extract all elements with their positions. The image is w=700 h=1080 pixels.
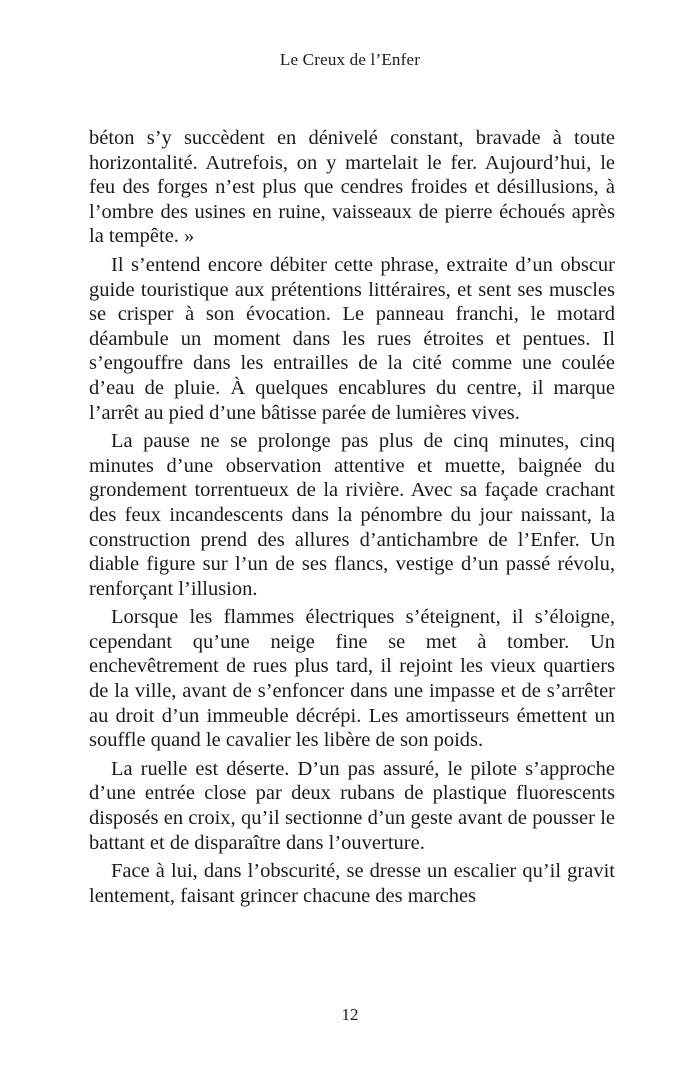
paragraph-continued: béton s’y succèdent en dénivelé constant, bravade à toute horizontalité. Autrefois, on y martelait le fer. Aujourd’hui, le feu des forges n’est plus que cendres froides et désillusions, à l’ombre des usines en ruine, vaisseaux de pierre échoués après la tempête. » bbox=[89, 127, 615, 248]
body-text bbox=[89, 126, 615, 908]
paragraph: La ruelle est déserte. D’un pas assuré, le pilote s’approche d’une entrée close par deux rubans de plastique fluorescents disposés en croix, qu’il sectionne d’un geste avant de pousser le battant et de disparaître dans l’ouverture. bbox=[89, 757, 615, 854]
paragraph-last: Face à lui, dans l’obscurité, se dresse un escalier qu’il gravit lentement, faisant grincer chacune des marches bbox=[89, 860, 615, 907]
running-header: Le Creux de l’Enfer bbox=[279, 50, 421, 69]
page-number: 12 bbox=[341, 1005, 359, 1024]
paragraph: Il s’entend encore débiter cette phrase, extraite d’un obscur guide touristique aux prétentions littéraires, et sent ses muscles se crisper à son évocation. Le panneau franchi, le motard déambule un moment dans les rues étroites et pentues. Il s’engouffre dans les entrailles de la cité comme une coulée d’eau de pluie. À quelques encablures du centre, il marque l’arrêt au pied d’une bâtisse parée de lumières vives. bbox=[89, 253, 615, 424]
paragraph: La pause ne se prolonge pas plus de cinq minutes, cinq minutes d’une observation attentive et muette, baignée du grondement torrentueux de la rivière. Avec sa façade crachant des feux incandescents dans la pénombre du jour naissant, la construction prend des allures d’antichambre de l’Enfer. Un diable figure sur l’un de ses flancs, vestige d’un passé révolu, renforçant l’illusion. bbox=[89, 430, 615, 600]
paragraph: Lorsque les flammes électriques s’éteignent, il s’éloigne, cependant qu’une neige fine se met à tomber. Un enchevêtrement de rues plus tard, il rejoint les vieux quartiers de la ville, avant de s’enfoncer dans une impasse et de s’arrêter au droit d’un immeuble décrépi. Les amortisseurs émettent un souffle quand le cavalier les libère de son poids. bbox=[89, 606, 615, 752]
